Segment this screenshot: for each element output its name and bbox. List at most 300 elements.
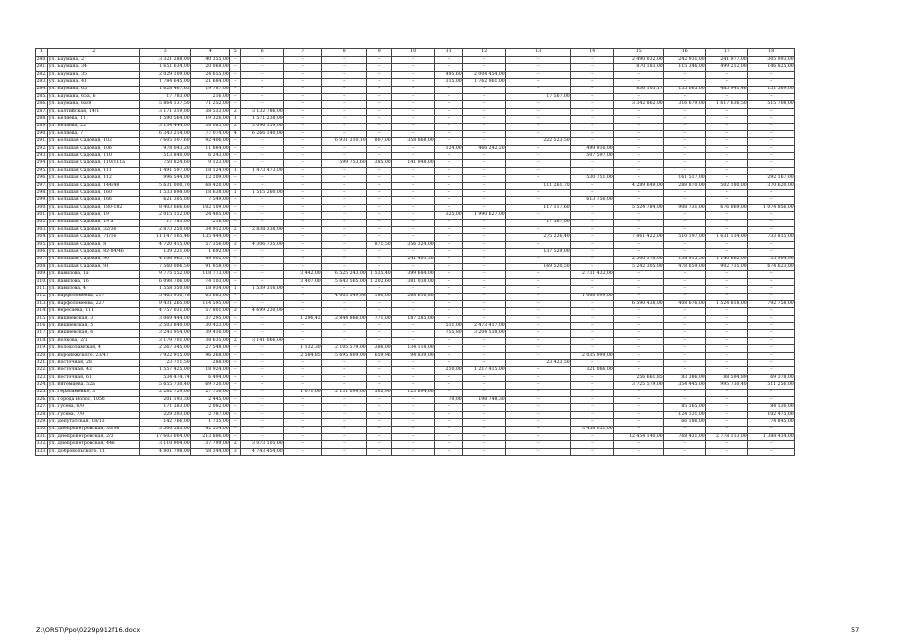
value-cell: – [435,419,463,426]
value-cell: – [284,330,322,337]
value-cell: – [322,234,367,241]
value-cell: – [664,130,706,137]
address-cell: ул. Добровольского, 11 [48,448,140,455]
value-cell: 20 068,00 [191,64,230,71]
value-cell: – [435,197,463,204]
value-cell: – [571,93,614,100]
table-row [36,204,795,211]
value-cell: – [322,337,367,344]
value-cell: – [706,426,748,433]
value-cell: 621 305,00 [140,197,191,204]
address-cell: ул. Вятемцева, 52а [48,382,140,389]
value-cell: – [664,138,706,145]
address-cell: ул. Вишнёвская, 3 [48,315,140,322]
value-cell: – [241,419,284,426]
table-row [36,345,795,352]
value-cell: – [230,79,241,86]
row-number: 305. [36,241,47,247]
value-cell: – [664,330,706,337]
header-row [36,49,795,57]
column-header: 12 [463,49,506,57]
value-cell: – [506,86,571,93]
value-cell: – [435,130,463,137]
value-cell: – [241,197,284,204]
value-cell: – [284,293,322,300]
value-cell: – [367,263,392,270]
value-cell: – [284,308,322,315]
value-cell: – [367,175,392,182]
value-cell: – [748,212,795,219]
value-cell: – [706,330,748,337]
value-cell: – [435,57,463,64]
value-cell: – [664,190,706,197]
value-cell: – [664,197,706,204]
value-cell: 69 378,00 [748,374,795,381]
value-cell: – [322,263,367,270]
value-cell: 4 743 454,00 [241,448,284,455]
value-cell: – [230,352,241,359]
value-cell: – [241,57,284,64]
value-cell: – [571,160,614,167]
row-number: 326. [36,396,47,402]
value-cell: – [367,374,392,381]
value-cell: 315,00 [435,79,463,86]
value-cell: – [748,197,795,204]
value-cell: – [506,79,571,86]
value-cell: 3 179 701,00 [140,337,191,344]
address-cell: ул. Депутатская, 18/13 [48,419,140,426]
table-row [36,226,795,233]
value-cell: 6 525 243,00 [322,271,367,278]
value-cell: – [367,256,392,263]
value-cell: 2 873 250,00 [140,226,191,233]
row-number: 308. [36,263,47,269]
value-cell: – [241,389,284,396]
value-cell: – [748,138,795,145]
value-cell: 180,00 [367,293,392,300]
column-header: 13 [506,49,571,57]
value-cell: – [367,330,392,337]
row-number: 309. [36,271,47,277]
table-row [36,404,795,411]
row-number: 318. [36,337,47,343]
address-cell: ул. Гусева, 7/9 [48,411,140,418]
address-cell: ул. Баумана, 41 [48,79,140,86]
address-cell: ул. Днепропетровская, 30/98 [48,426,140,433]
value-cell: – [748,367,795,374]
value-cell: 6 098 706,00 [140,278,191,285]
value-cell: – [463,345,506,352]
row-number: 292. [36,145,47,151]
value-cell: – [748,426,795,433]
value-cell: 1 071,00 [284,389,322,396]
value-cell: – [614,197,664,204]
value-cell: – [241,367,284,374]
value-cell: 38 635,00 [191,337,230,344]
value-cell: 57 801,00 [191,308,230,315]
value-cell: – [506,153,571,160]
value-cell: – [284,108,322,115]
value-cell: 242 931,00 [664,57,706,64]
value-cell: 1 990 627,00 [463,212,506,219]
value-cell: – [706,448,748,455]
table-row [36,337,795,344]
address-cell: ул. Города Волос, 105б [48,396,140,403]
value-cell: – [463,167,506,174]
value-cell: – [322,219,367,226]
value-cell: – [392,197,435,204]
value-cell: – [664,337,706,344]
value-cell: – [463,374,506,381]
value-cell: – [463,130,506,137]
value-cell: – [571,382,614,389]
value-cell: – [241,219,284,226]
value-cell: 18 924,00 [191,367,230,374]
value-cell: – [367,382,392,389]
table-body [36,57,795,456]
value-cell: – [506,197,571,204]
value-cell: 3 171 319,00 [140,108,191,115]
value-cell: – [322,71,367,78]
value-cell: – [506,130,571,137]
table-row [36,182,795,189]
value-cell: – [506,145,571,152]
value-cell: – [367,226,392,233]
value-cell: – [706,219,748,226]
value-cell: – [230,212,241,219]
value-cell: – [506,323,571,330]
value-cell: 23 423,50 [506,360,571,367]
value-cell: – [230,64,241,71]
column-header: 7 [284,49,322,57]
column-header: 3 [140,49,191,57]
address-cell: ул. Большая Садовая, 8 [48,241,140,248]
value-cell: 3 141 066,00 [241,337,284,344]
value-cell: – [435,241,463,248]
value-cell: – [435,204,463,211]
value-cell: – [614,441,664,448]
value-cell: 996 544,00 [140,175,191,182]
value-cell: – [435,389,463,396]
value-cell: – [284,367,322,374]
value-cell: 1 388 434,00 [748,433,795,440]
value-cell: – [571,374,614,381]
value-cell: – [435,300,463,307]
value-cell: – [463,389,506,396]
row-number: 297. [36,182,47,188]
value-cell: – [748,108,795,115]
value-cell: – [322,411,367,418]
value-cell: – [571,57,614,64]
value-cell: 385,00 [367,160,392,167]
value-cell: 3 110 904,00 [140,441,191,448]
value-cell: – [284,197,322,204]
address-cell: ул. Баумана, 65а, 6 [48,93,140,100]
value-cell: – [241,153,284,160]
value-cell: 65 685,00 [191,293,230,300]
value-cell: 510 197,00 [664,234,706,241]
value-cell: – [230,93,241,100]
value-cell: 83 386,09 [664,374,706,381]
table-row [36,323,795,330]
value-cell: 38 533,00 [191,108,230,115]
value-cell: 222 523,50 [506,138,571,145]
table-row [36,426,795,433]
value-cell: – [571,389,614,396]
table-row [36,433,795,440]
value-cell: – [706,389,748,396]
value-cell: – [322,441,367,448]
row-number: 280. [36,56,47,62]
value-cell: – [706,352,748,359]
value-cell: – [284,360,322,367]
value-cell: – [506,404,571,411]
value-cell: – [367,79,392,86]
value-cell: – [614,160,664,167]
table-row [36,93,795,100]
value-cell: – [392,300,435,307]
value-cell: – [435,64,463,71]
value-cell: – [367,167,392,174]
row-number: 283. [36,79,47,85]
value-cell: 1 558 350,00 [140,286,191,293]
value-cell: – [614,404,664,411]
value-cell: – [664,293,706,300]
value-cell: – [748,330,795,337]
value-cell: – [463,286,506,293]
value-cell: – [367,190,392,197]
value-cell: – [241,433,284,440]
table-row [36,293,795,300]
value-cell: 6 494,00 [191,374,230,381]
table-row [36,441,795,448]
value-cell: – [435,123,463,130]
value-cell: 38 085,00 [191,123,230,130]
value-cell: 142 766,00 [140,419,191,426]
value-cell: – [706,367,748,374]
value-cell: – [748,345,795,352]
value-cell: – [748,241,795,248]
value-cell: 1 628 467,63 [140,86,191,93]
value-cell: 3 725 579,00 [614,382,664,389]
value-cell: – [392,167,435,174]
value-cell: 42 534,00 [191,426,230,433]
value-cell: 4 699 230,00 [241,308,284,315]
data-table [35,48,795,456]
value-cell: 1 617 636,50 [706,101,748,108]
value-cell: – [435,234,463,241]
value-cell: – [748,153,795,160]
value-cell: – [392,382,435,389]
value-cell: 111 261,70 [506,182,571,189]
address-cell: ул. Вавилова, 1а [48,271,140,278]
table-row [36,419,795,426]
value-cell: – [241,263,284,270]
row-number: 314. [36,308,47,314]
value-cell: – [706,315,748,322]
value-cell: – [284,130,322,137]
value-cell: 6 931 310,10 [322,138,367,145]
value-cell: – [367,323,392,330]
value-cell: – [435,360,463,367]
value-cell: 6 266 140,00 [241,130,284,137]
address-cell: ул. Баумана, 2 [48,57,140,64]
table-row [36,263,795,270]
value-cell: 4 106 963,70 [140,256,191,263]
value-cell: 34 912,00 [191,226,230,233]
value-cell: 7 922 915,00 [140,352,191,359]
value-cell: – [463,153,506,160]
value-cell: – [230,234,241,241]
value-cell: – [664,367,706,374]
value-cell: – [706,249,748,256]
value-cell: 1 590 564,00 [140,116,191,123]
value-cell: 871,50 [367,241,392,248]
value-cell: – [706,153,748,160]
value-cell: 3 134 444,00 [140,123,191,130]
value-cell: 117 117,60 [506,204,571,211]
table-row [36,145,795,152]
value-cell: 141 948,00 [392,160,435,167]
value-cell: 5 864 137,50 [140,101,191,108]
value-cell: – [571,212,614,219]
value-cell: 114 595,00 [191,300,230,307]
value-cell: – [571,86,614,93]
value-cell: – [322,330,367,337]
value-cell: 1 524 818,00 [706,300,748,307]
value-cell: – [367,197,392,204]
address-cell: ул. Большая Садовая, 102 [48,138,140,145]
value-cell: – [435,167,463,174]
value-cell: – [284,138,322,145]
value-cell: 66 186,00 [664,419,706,426]
value-cell: – [571,404,614,411]
value-cell: – [463,419,506,426]
value-cell: – [664,79,706,86]
value-cell: – [706,241,748,248]
value-cell: – [241,404,284,411]
value-cell: – [614,271,664,278]
value-cell: – [284,374,322,381]
value-cell: – [614,249,664,256]
value-cell: 1 473 473,00 [241,167,284,174]
value-cell: – [706,71,748,78]
value-cell: – [463,86,506,93]
value-cell: 292 167,00 [748,175,795,182]
table-row [36,367,795,374]
row-number: 332. [36,441,47,447]
value-cell: – [367,337,392,344]
value-cell: 3 321 288,00 [140,57,191,64]
value-cell: 135 065,00 [664,86,706,93]
column-header: 14 [571,49,614,57]
value-cell: – [463,337,506,344]
value-cell: – [748,130,795,137]
value-cell: – [706,226,748,233]
address-cell: ул. Большая Садовая, 19 [48,212,140,219]
value-cell: 3 500 585,00 [140,426,191,433]
row-number: 306. [36,249,47,255]
value-cell: 792 758,00 [748,300,795,307]
value-cell: – [435,345,463,352]
column-header: 5 [230,49,241,57]
value-cell: 135 444,00 [191,234,230,241]
value-cell: 216,00 [191,93,230,100]
value-cell: – [392,93,435,100]
value-cell: – [463,116,506,123]
value-cell: 74 845,00 [748,419,795,426]
value-cell: – [506,315,571,322]
value-cell: 11 884,00 [191,145,230,152]
value-cell: – [614,323,664,330]
address-cell: ул. Большая Садовая, 110/111а [48,160,140,167]
value-cell: 187 285,00 [392,315,435,322]
value-cell: 1 535,40 [367,271,392,278]
value-cell: – [392,263,435,270]
row-number: 315. [36,315,47,321]
value-cell: 755,80 [435,330,463,337]
address-cell: ул. Балтийская, 14/1 [48,108,140,115]
value-cell: – [392,130,435,137]
value-cell: – [392,367,435,374]
row-number: 301. [36,212,47,218]
value-cell: 1 784 645,00 [140,79,191,86]
value-cell: 17 567,00 [506,93,571,100]
value-cell: – [230,278,241,285]
address-cell: ул. Баумана, 65 [48,86,140,93]
value-cell: – [506,352,571,359]
value-cell: – [284,323,322,330]
value-cell: – [367,93,392,100]
value-cell: – [706,167,748,174]
value-cell: – [463,138,506,145]
value-cell: 676 069,00 [706,204,748,211]
value-cell: 2 082,00 [191,404,230,411]
value-cell: 3 243 954,00 [140,330,191,337]
value-cell: – [571,167,614,174]
value-cell: – [463,160,506,167]
value-cell: – [463,315,506,322]
value-cell: 370 620,00 [748,182,795,189]
value-cell: – [241,175,284,182]
value-cell: – [463,360,506,367]
page-number: 57 [851,626,860,634]
value-cell: – [392,286,435,293]
value-cell: – [322,101,367,108]
value-cell: – [241,360,284,367]
value-cell: 201 193,30 [140,396,191,403]
row-number: 324. [36,382,47,388]
value-cell: 2 [230,226,241,233]
value-cell: 534 474,74 [140,374,191,381]
value-cell: 321 086,00 [571,367,614,374]
address-cell: ул. Большая Садовая, 180-182 [48,204,140,211]
value-cell: – [241,145,284,152]
row-number: 329. [36,419,47,425]
value-cell: – [284,101,322,108]
row-number: 310. [36,278,47,284]
column-header: 17 [706,49,748,57]
value-cell: – [241,271,284,278]
value-cell: – [571,116,614,123]
value-cell: – [322,249,367,256]
table-row [36,138,795,145]
value-cell: 171 383,00 [140,404,191,411]
value-cell: – [571,448,614,455]
value-cell: – [230,160,241,167]
value-cell: – [614,116,664,123]
value-cell: – [748,293,795,300]
